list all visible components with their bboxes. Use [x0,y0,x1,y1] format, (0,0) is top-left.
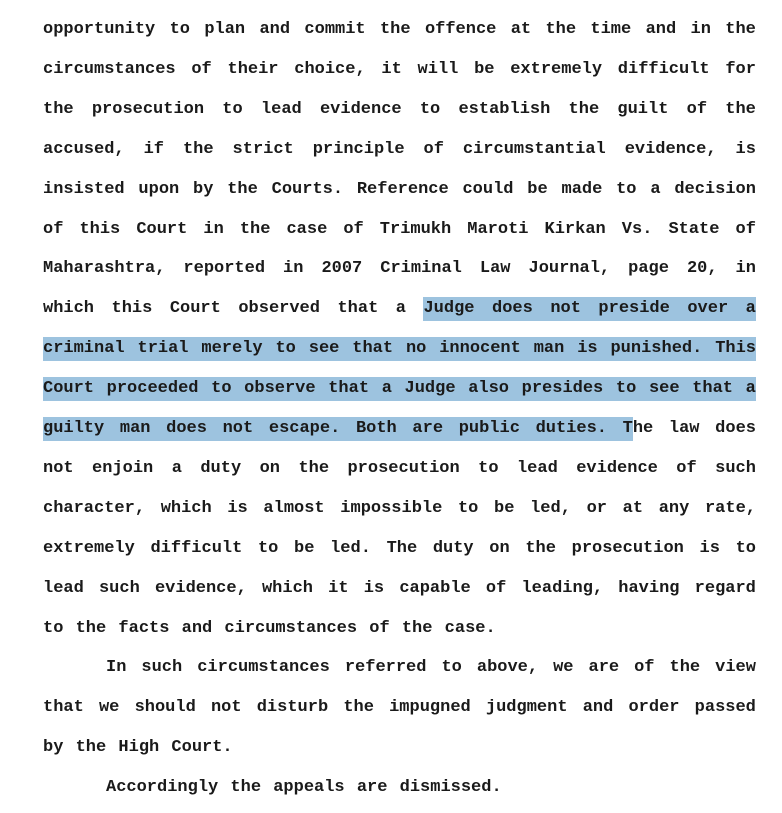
word: This [715,337,756,361]
word: 20, [686,259,718,279]
word: to [457,498,479,518]
word: in [735,259,756,279]
word: does [492,297,533,321]
word: the [343,698,374,718]
word: Court [136,219,188,239]
word: we [98,698,120,718]
word: duties. [536,417,607,441]
word: of [423,139,444,159]
word: that [352,337,393,361]
word: innocent [439,337,521,361]
word: for [725,59,756,79]
word: on [259,458,280,478]
word: the [725,20,756,39]
word: plan [204,20,246,39]
word: such [98,578,140,598]
word: accused, [43,139,125,159]
word: to [616,377,636,401]
word: choice, [294,59,366,79]
word: in [283,259,304,279]
word: leading, [521,578,604,598]
word: lead [43,578,84,598]
word: does [166,417,207,441]
word: Trimukh [379,219,452,239]
word: the [239,219,271,239]
word: Courts. [271,179,344,199]
word: see [309,337,340,361]
word: decision [674,179,756,199]
word: observed [238,299,320,319]
word: of [191,59,212,79]
word: impossible [340,498,443,518]
word: above, [476,658,539,678]
word: if [143,139,164,159]
word: principle [312,139,405,159]
word: Judge [405,377,456,401]
text-line [43,696,756,720]
word: that [328,377,369,401]
word: that [43,698,84,718]
word: which [261,578,313,598]
word: the [545,20,577,39]
word: to [275,337,295,361]
word: of [343,219,364,239]
word: be [474,59,495,79]
text-line: to the facts and circumstances of the case. [43,618,496,638]
word: at [510,20,532,39]
word: duty [432,538,474,558]
word: passed [694,698,756,718]
word: it [328,578,349,598]
word: is [735,139,756,159]
word: to [616,179,637,199]
word: be [294,538,315,558]
word: not [43,458,74,478]
word: we [553,658,574,678]
word: Maharashtra, [43,259,166,279]
word: a [395,299,406,319]
word: that [337,299,379,319]
word: page [628,259,669,279]
word: almost [263,498,325,518]
word: could [462,179,514,199]
word: a [171,458,182,478]
word: that [692,377,733,401]
text-line [43,537,756,561]
word: at [622,498,644,518]
word: view [715,658,756,678]
word: public [459,417,520,441]
word: Kirkan [544,219,606,239]
word: referred [344,658,427,678]
text-line [43,297,756,321]
word: evidence, [154,578,247,598]
word: The [386,538,418,558]
word: extremely [510,59,603,79]
word: offence [424,20,497,39]
text-line [43,218,756,242]
word: duty [200,458,242,478]
word: and [259,20,291,39]
word: capable [399,578,471,598]
word: evidence [576,458,658,478]
word: of [686,99,708,119]
text-line [43,138,756,162]
word: not [550,297,581,321]
word: is [227,498,248,518]
word: The [622,419,654,438]
word: the [669,658,701,678]
word: order [628,698,680,718]
word: of [485,578,507,598]
word: made [561,179,603,199]
text-line [43,577,756,601]
word: to [419,99,441,119]
text-line [43,417,756,441]
word: observe [244,377,315,401]
text-line [43,377,756,401]
word: a [382,377,392,401]
text-line [43,98,756,122]
word: is [577,337,597,361]
text-line [43,18,756,42]
word: man [534,337,565,361]
word: man [120,417,151,441]
word: not [210,698,242,718]
word: it [381,59,402,79]
word: strict [232,139,294,159]
word: difficult [617,59,710,79]
word: of [735,219,756,239]
word: State [668,219,720,239]
word: the [725,99,756,119]
word: Both [356,417,397,441]
word: over [687,297,728,321]
word: and [582,698,614,718]
word: are [588,658,620,678]
text-line [106,656,756,680]
text-line [43,337,756,361]
word: character, [43,498,146,518]
word: to [222,99,243,119]
word: regard [694,578,756,598]
word: see [649,377,680,401]
word: having [618,578,680,598]
word: difficult [150,538,243,558]
word: the [525,538,556,558]
word: disturb [256,698,329,718]
word: to [735,538,756,558]
word: any [658,498,690,518]
word: lead [260,99,302,119]
word: no [406,337,426,361]
text-line: Accordingly the appeals are dismissed. [106,778,502,798]
word: Court [169,299,221,319]
word: merely [201,337,262,361]
word: or [586,498,607,518]
word: a [746,297,756,321]
text-line [43,457,756,481]
word: which [43,299,95,319]
word: impugned [389,698,471,718]
word: not [223,417,254,441]
word: to [478,458,499,478]
word: Judge [423,297,474,321]
word: criminal [43,337,125,361]
word: prosecution [347,458,460,478]
word: and [645,20,677,39]
word: lead [516,458,558,478]
word: guilty [43,417,104,441]
word: a [746,377,756,401]
word: on [489,538,510,558]
text-line [43,497,756,521]
text-line [43,178,756,202]
word: the [568,99,600,119]
word: evidence, [624,139,717,159]
word: circumstances [197,658,330,678]
word: proceeded [107,377,199,401]
word: circumstantial [462,139,606,159]
word: is [699,538,720,558]
word: led. [330,538,371,558]
word: prosecution [571,538,684,558]
word: reported [183,259,266,279]
word: opportunity [43,20,156,39]
word: to [211,377,231,401]
word: is [363,578,385,598]
word: guilt [617,99,669,119]
word: are [412,417,443,441]
word: will [417,59,459,79]
word: their [227,59,279,79]
word: the [298,458,330,478]
word: 2007 [321,259,363,279]
word: law [668,419,700,438]
word: Law [479,259,511,279]
word: in [203,219,224,239]
word: be [527,179,548,199]
word: In [106,658,127,678]
word: this [79,219,121,239]
text-line: by the High Court. [43,738,233,758]
word: which [160,498,212,518]
word: the [227,179,258,199]
word: does [715,419,756,438]
word: establish [458,99,551,119]
word: also [468,377,509,401]
word: rate, [704,498,756,518]
word: case [286,219,328,239]
word: Vs. [621,219,653,239]
word: preside [598,297,669,321]
word: prosecution [91,99,205,119]
word: to [169,20,190,39]
word: enjoin [92,458,154,478]
word: the [182,139,214,159]
word: the [43,99,74,119]
word: commit [304,20,366,39]
word: of [676,458,697,478]
word: this [111,299,153,319]
word: judgment [485,698,568,718]
word: Journal, [528,259,611,279]
text-line [43,257,756,281]
word: extremely [43,538,135,558]
word: evidence [319,99,402,119]
word: circumstances [43,59,176,79]
word: punished. [610,337,702,361]
word: of [634,658,655,678]
word: insisted [43,179,125,199]
word: Reference [356,179,449,199]
word: led, [530,498,571,518]
word: should [134,698,196,718]
word: Maroti [467,219,529,239]
word: such [141,658,183,678]
word: be [494,498,515,518]
word: the [379,20,411,39]
word: Court [43,377,94,401]
word: to [257,538,279,558]
word: escape. [269,417,340,441]
word: of [43,219,64,239]
word: to [441,658,462,678]
word: Criminal [380,259,462,279]
word: a [650,179,661,199]
word: such [715,458,756,478]
word: in [690,20,711,39]
word: time [590,20,632,39]
text-line [43,58,756,82]
word: by [193,179,214,199]
word: trial [138,337,189,361]
word: presides [522,377,604,401]
word: upon [138,179,180,199]
